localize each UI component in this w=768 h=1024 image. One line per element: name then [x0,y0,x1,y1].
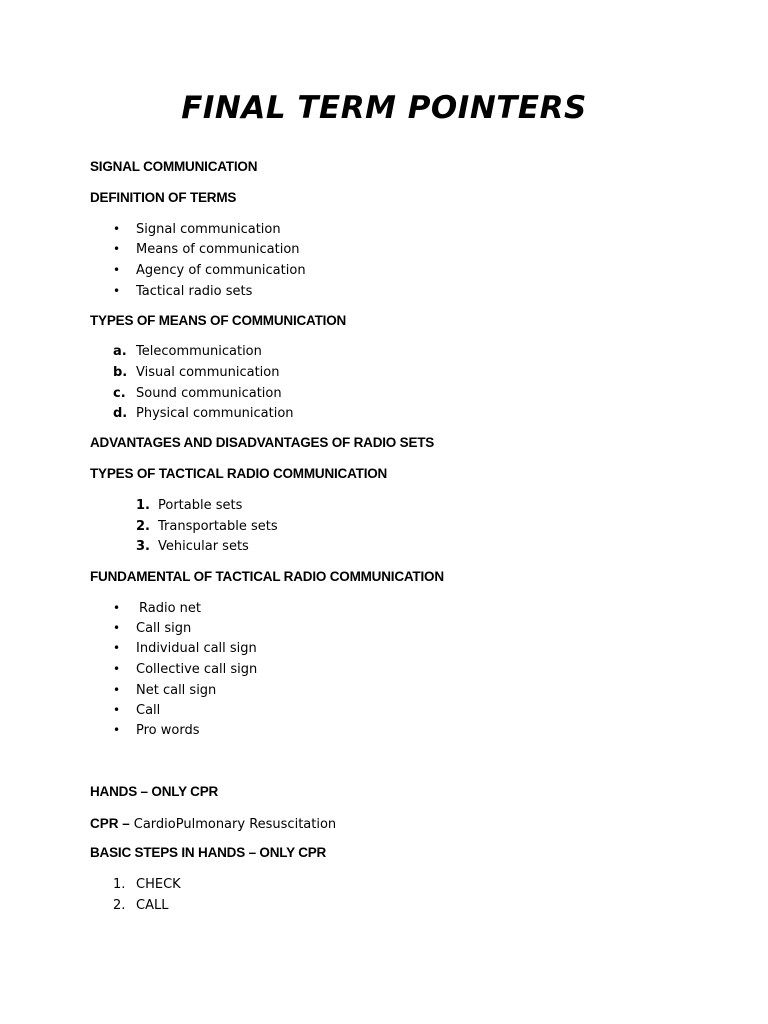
bullet-icon: • [113,683,121,697]
list-marker: 2. [113,898,126,913]
list-marker: 1. [136,498,150,513]
heading-hands-only-cpr: HANDS – ONLY CPR [90,784,219,799]
heading-advantages: ADVANTAGES AND DISADVANTAGES OF RADIO SETS [90,435,435,450]
bullet-icon: • [113,263,121,277]
list-item: Transportable sets [158,519,278,534]
list-item: Portable sets [158,498,243,513]
heading-basic-steps: BASIC STEPS IN HANDS – ONLY CPR [90,845,327,860]
list-item: Individual call sign [136,641,257,656]
list-item: Call [136,703,161,718]
list-marker: d. [113,406,128,421]
page-title: FINAL TERM POINTERS [181,90,587,126]
list-item: Visual communication [136,365,280,380]
heading-types-tactical: TYPES OF TACTICAL RADIO COMMUNICATION [90,466,388,481]
list-item: Physical communication [136,406,294,421]
list-item: Radio net [139,601,201,616]
list-marker: a. [113,344,127,359]
heading-signal-communication: SIGNAL COMMUNICATION [90,159,258,174]
bullet-icon: • [113,703,121,717]
list-marker: b. [113,365,128,380]
cpr-term: CPR – [90,816,130,831]
list-item: Pro words [136,723,200,738]
heading-fundamental: FUNDAMENTAL OF TACTICAL RADIO COMMUNICATION [90,569,444,584]
list-item: Net call sign [136,683,217,698]
bullet-icon: • [113,723,121,737]
list-item: Telecommunication [136,344,262,359]
bullet-icon: • [113,601,121,615]
list-item: CALL [136,898,169,913]
bullet-icon: • [113,284,121,298]
list-marker: c. [113,386,126,401]
list-item: CHECK [136,877,181,892]
bullet-icon: • [113,662,121,676]
heading-types-of-means: TYPES OF MEANS OF COMMUNICATION [90,313,347,328]
list-marker: 1. [113,877,126,892]
cpr-expansion: CardioPulmonary Resuscitation [133,817,337,832]
list-item: Tactical radio sets [136,284,253,299]
bullet-icon: • [113,242,121,256]
list-item: Means of communication [136,242,300,257]
list-item: Collective call sign [136,662,258,677]
heading-definition-of-terms: DEFINITION OF TERMS [90,190,237,205]
list-item: Signal communication [136,222,281,237]
list-marker: 2. [136,519,150,534]
list-item: Agency of communication [136,263,306,278]
bullet-icon: • [113,222,121,236]
bullet-icon: • [113,621,121,635]
list-marker: 3. [136,539,150,554]
list-item: Vehicular sets [158,539,249,554]
list-item: Sound communication [136,386,282,401]
bullet-icon: • [113,641,121,655]
cpr-definition [90,815,336,833]
list-item: Call sign [136,621,192,636]
